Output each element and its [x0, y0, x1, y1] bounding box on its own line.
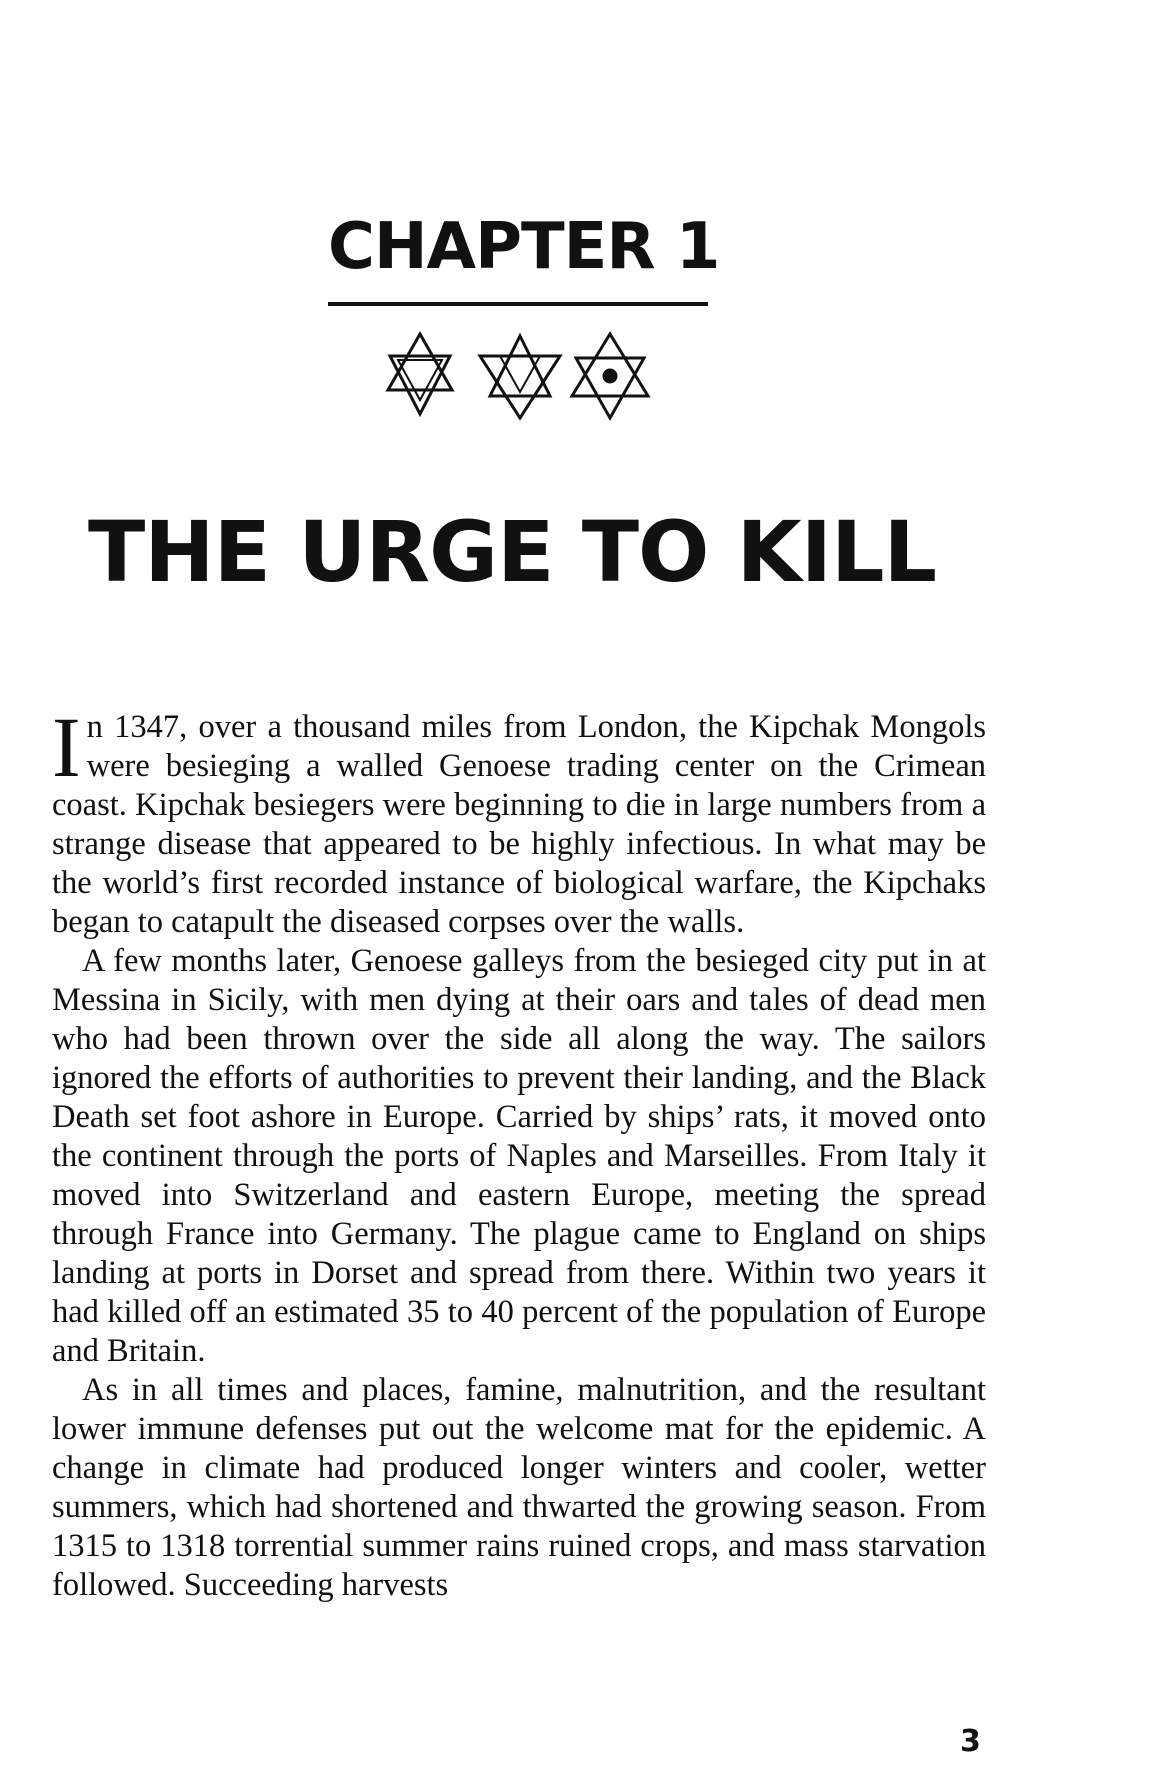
drop-cap: I: [52, 699, 81, 795]
eye-triangle-icon: [572, 334, 648, 418]
hexagram-icon: [388, 334, 452, 414]
paragraph: As in all times and places, famine, malnutrition, and the resultant lower immune defenses put out the welcome mat for the epidemic. A change in climate had produced longer winters and cooler, wetter summers, which had shortened and thwarted the growing season. From 1315 to 1318 torrential summer rains ruined crops, and mass starvation followed. Succeeding harvests: [52, 1372, 986, 1603]
chapter-label: CHAPTER 1: [328, 210, 720, 284]
interlaced-triangles-icon: [480, 336, 560, 418]
paragraph: [52, 699, 986, 942]
chapter-rule: [328, 302, 708, 306]
paragraph-text: n 1347, over a thousand miles from London, the Kipchak Mongols were besieging a walled Genoese trading center on the Crimean coast. Kipchak besiegers were beginning to die in large numbers from a strange disease that appeared to be highly infectious. In what may be the world’s first recorded instance of biological warfare, the Kipchaks began to catapult the diseased corpses over the walls.: [52, 709, 986, 940]
paragraph: A few months later, Genoese galleys from the besieged city put in at Messina in Sicily, with men dying at their oars and tales of dead men who had been thrown over the side all along the way. The sailors ignored the efforts of authorities to prevent their landing, and the Black Death set foot ashore in Europe. Carried by ships’ rats, it moved onto the continent through the ports of Naples and Marseilles. From Italy it moved into Switzerland and eastern Europe, meeting the spread through France into Germany. The plague came to England on ships landing at ports in Dorset and spread from there. Within two years it had killed off an estimated 35 to 40 percent of the population of Europe and Britain.: [52, 943, 986, 1369]
chapter-title: THE URGE TO KILL: [88, 503, 937, 601]
three-triangle-symbols-icon: [380, 326, 660, 426]
body-text: [52, 699, 986, 1605]
page-number: 3: [960, 1724, 981, 1759]
